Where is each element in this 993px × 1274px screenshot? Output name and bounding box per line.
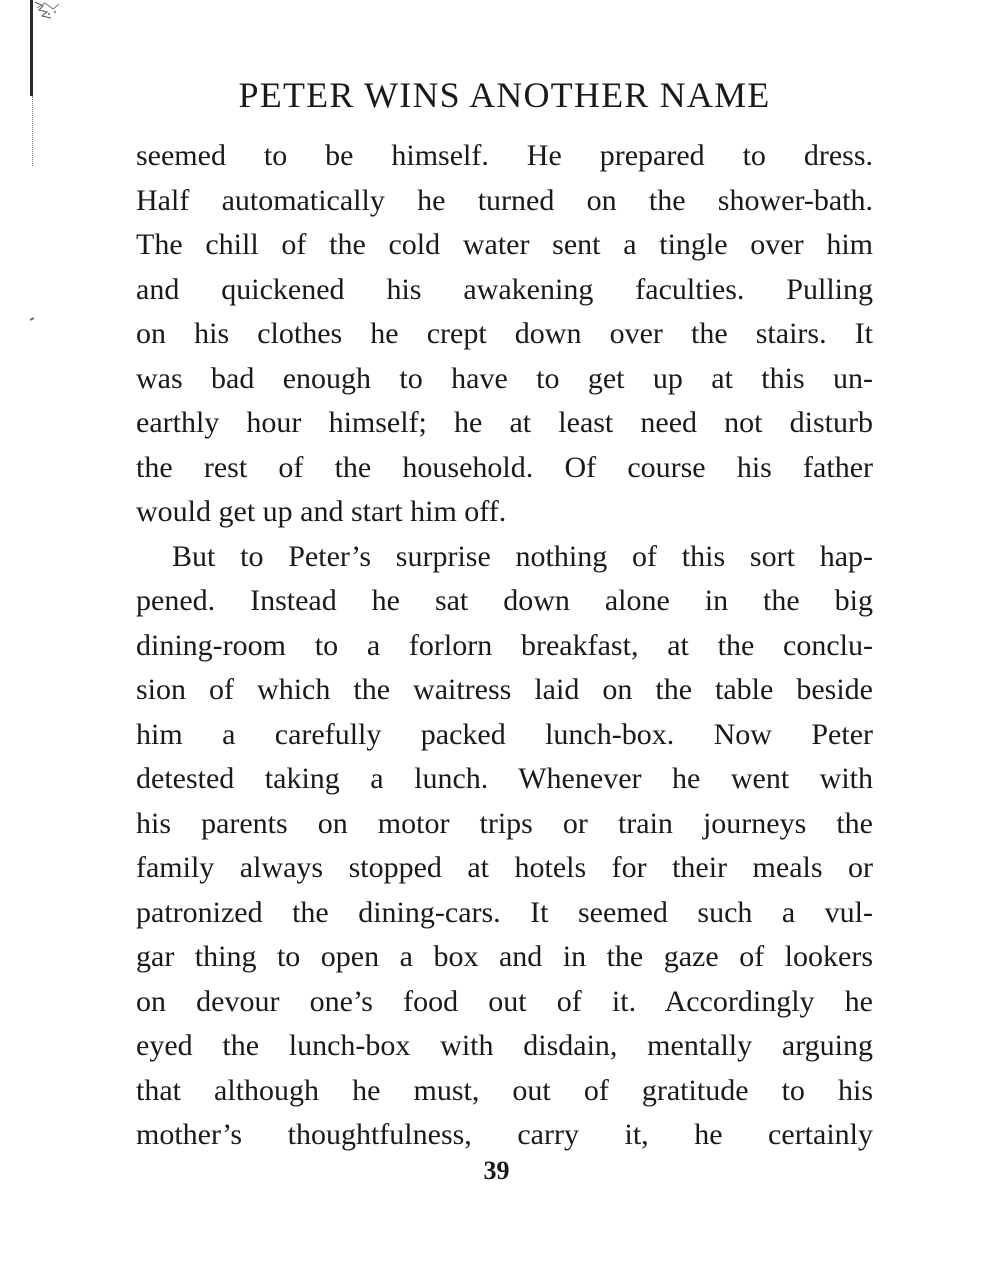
text-line: sion of which the waitress laid on the table beside [136, 673, 873, 706]
text-line: him a carefully packed lunch-box. Now Peter [136, 717, 873, 751]
text-line: and quickened his awakening faculties. Pulling [136, 272, 873, 306]
text-line: gar thing to open a box and in the gaze of lookers [136, 940, 873, 973]
text-line: earthly hour himself; he at least need not disturb [136, 406, 873, 439]
text-line: his parents on motor trips or train journeys the [136, 806, 873, 840]
text-line: was bad enough to have to get up at this un- [136, 361, 873, 395]
text-line: that although he must, out of gratitude to his [136, 1073, 873, 1107]
text-line: eyed the lunch-box with disdain, mentally arguing [136, 1029, 873, 1062]
text-line: dining-room to a forlorn breakfast, at the conclu- [136, 628, 873, 662]
scan-edge-fleck [33, 0, 73, 26]
scan-edge-dots [32, 96, 37, 166]
text-line: patronized the dining-cars. It seemed such a vul- [136, 895, 873, 929]
text-line: pened. Instead he sat down alone in the big [136, 584, 873, 617]
text-line: The chill of the cold water sent a tingle over him [136, 228, 873, 261]
text-line: family always stopped at hotels for their meals or [136, 851, 873, 884]
body-text [136, 134, 873, 1158]
paragraph [136, 134, 873, 535]
scan-edge-dash [30, 317, 34, 321]
text-line: But to Peter’s surprise nothing of this sort hap- [172, 539, 873, 573]
text-line: Half automatically he turned on the shower-bath. [136, 183, 873, 217]
running-head: PETER WINS ANOTHER NAME [238, 75, 771, 115]
text-line: detested taking a lunch. Whenever he went with [136, 762, 873, 795]
text-line: on his clothes he crept down over the stairs. It [136, 317, 873, 350]
text-line: mother’s thoughtfulness, carry it, he certainly [136, 1118, 873, 1151]
text-line: seemed to be himself. He prepared to dress. [136, 139, 873, 172]
paragraph [136, 535, 873, 1158]
text-line: would get up and start him off. [136, 495, 507, 528]
text-line: on devour one’s food out of it. Accordingly he [136, 984, 873, 1018]
page-number: 39 [483, 1156, 510, 1185]
text-line: the rest of the household. Of course his father [136, 450, 873, 484]
